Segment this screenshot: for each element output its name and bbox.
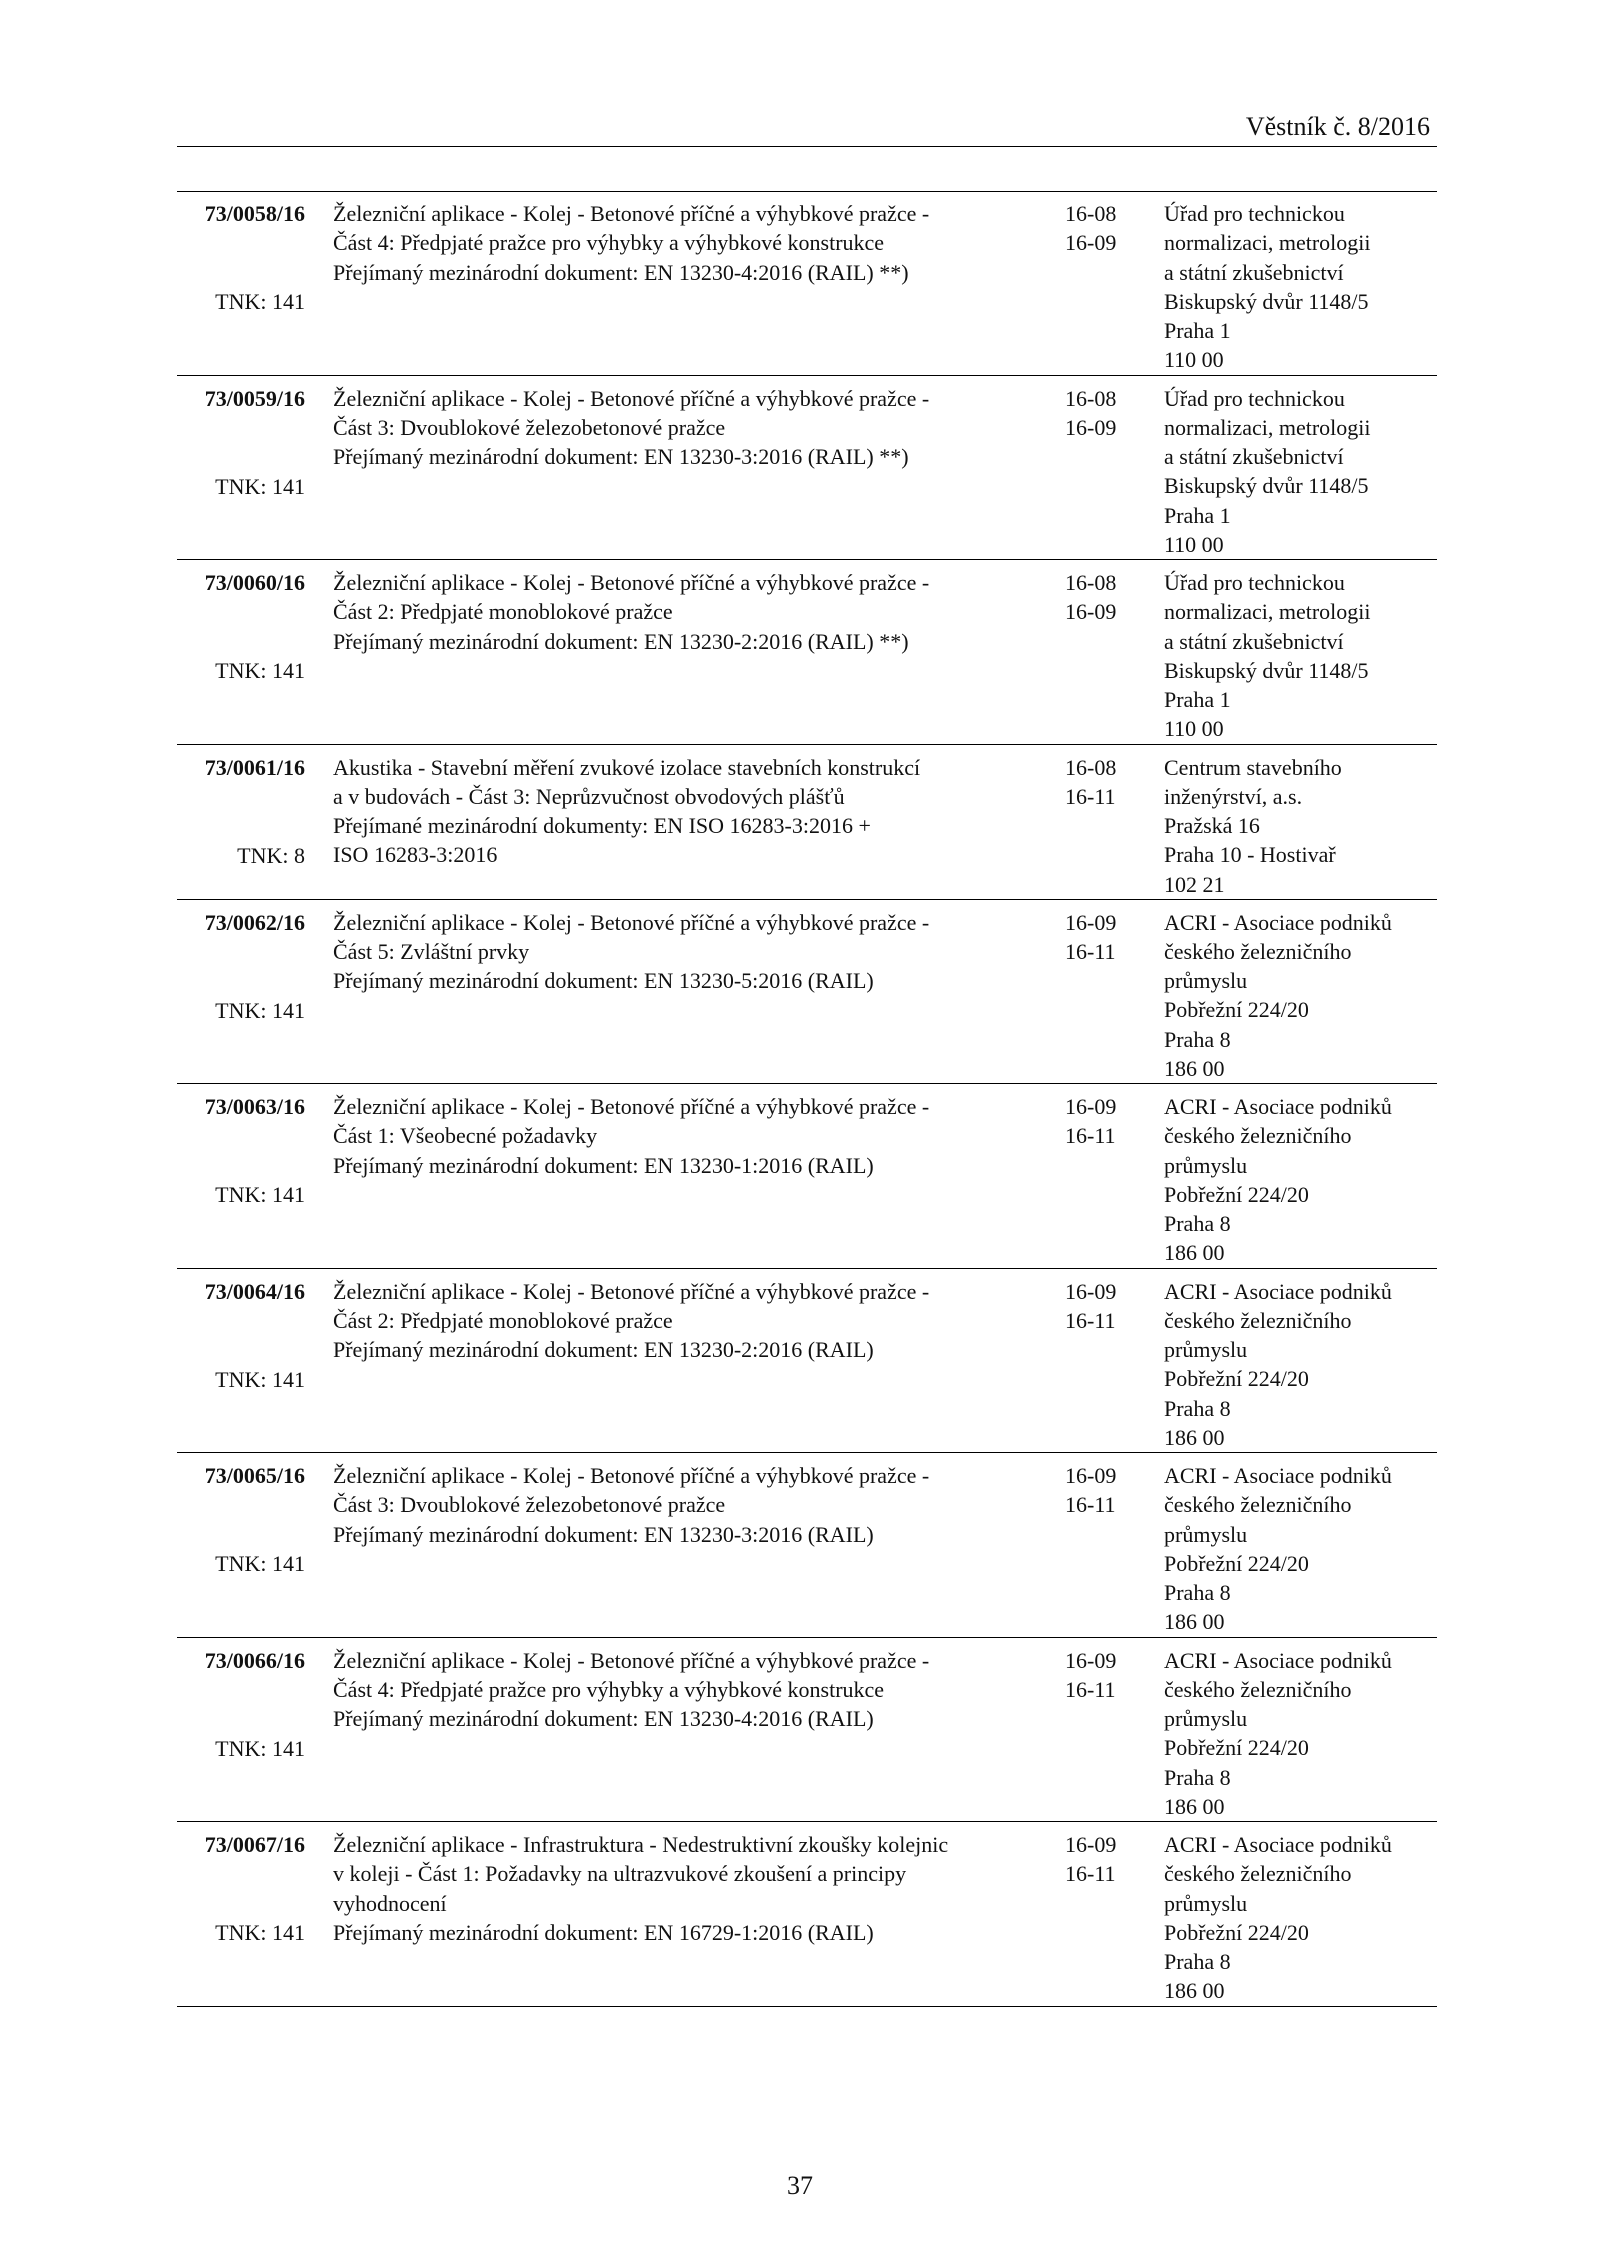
header-rule	[177, 146, 1437, 147]
date-start: 16-08	[1065, 385, 1117, 411]
entry-tnk: TNK: 141	[215, 997, 305, 1023]
entry-number: 73/0060/16	[204, 570, 305, 595]
entry-id-cell	[177, 1092, 305, 1207]
date-end: 16-09	[1065, 230, 1117, 256]
entry-number: 73/0059/16	[204, 385, 305, 411]
entry-number: 73/0067/16	[204, 1832, 305, 1857]
entry-tnk: TNK: 141	[215, 1366, 305, 1392]
entry-dates	[1065, 384, 1155, 443]
title-line: Přejímaný mezinárodní dokument: EN 13230-5:2016 (RAIL)	[333, 968, 874, 994]
table-row	[177, 560, 1437, 745]
entry-dates	[1065, 199, 1155, 258]
org-line: Praha 8	[1164, 1580, 1231, 1606]
standards-table	[177, 191, 1437, 2007]
entry-number: 73/0062/16	[204, 909, 305, 935]
table-row	[177, 1638, 1437, 1823]
entry-number: 73/0066/16	[204, 1647, 305, 1673]
org-line: Centrum stavebního	[1164, 754, 1342, 780]
org-line: 110 00	[1164, 531, 1224, 557]
org-line: 186 00	[1164, 1978, 1225, 2004]
page-header-title: Věstník č. 8/2016	[1245, 112, 1430, 141]
org-line: Biskupský dvůr 1148/5	[1164, 288, 1369, 314]
title-line: Část 5: Zvláštní prvky	[333, 938, 530, 964]
org-line: Biskupský dvůr 1148/5	[1164, 657, 1369, 683]
org-line: Úřad pro technickou	[1164, 385, 1345, 411]
org-line: Úřad pro technickou	[1164, 570, 1345, 595]
org-line: Praha 1	[1164, 687, 1231, 713]
entry-dates	[1065, 908, 1155, 967]
entry-id-cell	[177, 1277, 305, 1392]
page-number: 37	[787, 2171, 813, 2200]
entry-number: 73/0063/16	[204, 1094, 305, 1119]
org-line: Praha 8	[1164, 1026, 1231, 1052]
date-end: 16-11	[1065, 1492, 1116, 1518]
title-line: Přejímaný mezinárodní dokument: EN 13230-2:2016 (RAIL)	[333, 1337, 874, 1363]
date-end: 16-11	[1065, 938, 1116, 964]
entry-dates	[1065, 1830, 1155, 1889]
org-line: průmyslu	[1164, 1152, 1248, 1178]
org-line: a státní zkušebnictví	[1164, 444, 1344, 470]
org-line: ACRI - Asociace podniků	[1164, 1463, 1392, 1488]
entry-title	[333, 1461, 1041, 1549]
entry-id-cell	[177, 199, 305, 314]
entry-dates	[1065, 1092, 1155, 1151]
entry-title	[333, 1092, 1041, 1180]
org-line: 186 00	[1164, 1240, 1225, 1266]
table-row	[177, 191, 1437, 376]
org-line: Pobřežní 224/20	[1164, 1550, 1309, 1576]
org-line: Pobřežní 224/20	[1164, 997, 1309, 1023]
org-line: Pobřežní 224/20	[1164, 1366, 1309, 1392]
entry-title	[333, 384, 1041, 472]
table-row	[177, 900, 1437, 1085]
org-line: českého železničního	[1164, 1861, 1352, 1887]
date-start: 16-09	[1065, 909, 1117, 935]
entry-title	[333, 908, 1041, 996]
entry-number: 73/0061/16	[204, 754, 305, 780]
title-line: Železniční aplikace - Kolej - Betonové příčné a výhybkové pražce -	[333, 385, 930, 411]
entry-organization	[1164, 1461, 1437, 1637]
title-line: Přejímané mezinárodní dokumenty: EN ISO 16283-3:2016 +	[333, 813, 871, 839]
org-line: průmyslu	[1164, 1337, 1248, 1363]
org-line: 186 00	[1164, 1055, 1225, 1081]
org-line: 186 00	[1164, 1793, 1225, 1819]
title-line: Část 3: Dvoublokové železobetonové pražce	[333, 1492, 726, 1518]
entry-number: 73/0058/16	[204, 201, 305, 226]
title-line: Železniční aplikace - Infrastruktura - Nedestruktivní zkoušky kolejnic	[333, 1832, 949, 1857]
date-start: 16-08	[1065, 754, 1117, 780]
title-line: v koleji - Část 1: Požadavky na ultrazvukové zkoušení a principy	[333, 1861, 907, 1887]
entry-organization	[1164, 199, 1437, 375]
org-line: 110 00	[1164, 347, 1224, 373]
entry-organization	[1164, 908, 1437, 1084]
org-line: Praha 8	[1164, 1395, 1231, 1421]
entry-tnk: TNK: 141	[215, 1735, 305, 1761]
org-line: 110 00	[1164, 716, 1224, 742]
title-line: Železniční aplikace - Kolej - Betonové příčné a výhybkové pražce -	[333, 201, 930, 226]
title-line: Část 4: Předpjaté pražce pro výhybky a výhybkové konstrukce	[333, 230, 885, 256]
org-line: 186 00	[1164, 1609, 1225, 1635]
org-line: Praha 8	[1164, 1764, 1231, 1790]
entry-title	[333, 1646, 1041, 1734]
org-line: českého železničního	[1164, 1492, 1352, 1518]
title-line: Železniční aplikace - Kolej - Betonové příčné a výhybkové pražce -	[333, 1463, 930, 1488]
table-row	[177, 745, 1437, 900]
table-row	[177, 1822, 1437, 2007]
title-line: vyhodnocení	[333, 1890, 447, 1916]
date-end: 16-11	[1065, 783, 1116, 809]
entry-organization	[1164, 1277, 1437, 1453]
entry-id-cell	[177, 1646, 305, 1761]
table-row	[177, 1269, 1437, 1454]
entry-id-cell	[177, 568, 305, 683]
entry-organization	[1164, 1646, 1437, 1822]
org-line: průmyslu	[1164, 1890, 1248, 1916]
entry-tnk: TNK: 141	[215, 289, 305, 314]
entry-tnk: TNK: 141	[215, 658, 305, 683]
org-line: českého železničního	[1164, 938, 1352, 964]
org-line: ACRI - Asociace podniků	[1164, 909, 1392, 935]
title-line: Přejímaný mezinárodní dokument: EN 13230-1:2016 (RAIL)	[333, 1152, 874, 1178]
org-line: Praha 10 - Hostivař	[1164, 842, 1336, 868]
org-line: Pobřežní 224/20	[1164, 1181, 1309, 1207]
entry-dates	[1065, 1646, 1155, 1705]
date-start: 16-09	[1065, 1463, 1117, 1488]
entry-tnk: TNK: 8	[237, 842, 305, 868]
entry-dates	[1065, 568, 1155, 627]
entry-dates	[1065, 753, 1155, 812]
entry-dates	[1065, 1461, 1155, 1520]
org-line: průmyslu	[1164, 968, 1248, 994]
entry-number: 73/0065/16	[204, 1463, 305, 1488]
title-line: Přejímaný mezinárodní dokument: EN 13230-4:2016 (RAIL)	[333, 1706, 874, 1732]
org-line: Praha 1	[1164, 502, 1231, 528]
org-line: ACRI - Asociace podniků	[1164, 1094, 1392, 1119]
entry-id-cell	[177, 753, 305, 868]
table-row	[177, 376, 1437, 561]
title-line: Část 2: Předpjaté monoblokové pražce	[333, 599, 673, 625]
title-line: Železniční aplikace - Kolej - Betonové příčné a výhybkové pražce -	[333, 1094, 930, 1119]
entry-title	[333, 1830, 1041, 1947]
title-line: Část 4: Předpjaté pražce pro výhybky a výhybkové konstrukce	[333, 1676, 885, 1702]
date-end: 16-11	[1065, 1861, 1116, 1887]
entry-id-cell	[177, 1461, 305, 1576]
date-start: 16-08	[1065, 570, 1117, 595]
entry-organization	[1164, 1092, 1437, 1268]
org-line: Praha 1	[1164, 318, 1231, 344]
org-line: 186 00	[1164, 1424, 1225, 1450]
title-line: Část 3: Dvoublokové železobetonové pražce	[333, 414, 726, 440]
org-line: Praha 8	[1164, 1211, 1231, 1237]
entry-tnk: TNK: 141	[215, 473, 305, 499]
org-line: ACRI - Asociace podniků	[1164, 1832, 1392, 1857]
date-start: 16-09	[1065, 1832, 1117, 1857]
org-line: normalizaci, metrologii	[1164, 230, 1371, 256]
entry-tnk: TNK: 141	[215, 1182, 305, 1207]
org-line: Biskupský dvůr 1148/5	[1164, 473, 1369, 499]
entry-title	[333, 1277, 1041, 1365]
entry-dates	[1065, 1277, 1155, 1336]
title-line: Železniční aplikace - Kolej - Betonové příčné a výhybkové pražce -	[333, 570, 930, 595]
title-line: Přejímaný mezinárodní dokument: EN 16729-1:2016 (RAIL)	[333, 1919, 874, 1945]
entry-number: 73/0064/16	[204, 1278, 305, 1304]
date-end: 16-09	[1065, 414, 1117, 440]
org-line: normalizaci, metrologii	[1164, 599, 1371, 625]
org-line: 102 21	[1164, 871, 1225, 897]
org-line: průmyslu	[1164, 1521, 1248, 1547]
entry-organization	[1164, 568, 1437, 744]
org-line: českého železničního	[1164, 1307, 1352, 1333]
table-row	[177, 1453, 1437, 1638]
org-line: ACRI - Asociace podniků	[1164, 1647, 1392, 1673]
org-line: Pobřežní 224/20	[1164, 1735, 1309, 1761]
title-line: Železniční aplikace - Kolej - Betonové příčné a výhybkové pražce -	[333, 909, 930, 935]
date-end: 16-11	[1065, 1676, 1116, 1702]
entry-tnk: TNK: 141	[215, 1920, 305, 1945]
date-end: 16-11	[1065, 1123, 1116, 1149]
date-start: 16-09	[1065, 1647, 1117, 1673]
title-line: Železniční aplikace - Kolej - Betonové příčné a výhybkové pražce -	[333, 1647, 930, 1673]
entry-title	[333, 568, 1041, 656]
org-line: průmyslu	[1164, 1706, 1248, 1732]
entry-tnk: TNK: 141	[215, 1551, 305, 1576]
title-line: Část 1: Všeobecné požadavky	[333, 1123, 598, 1149]
org-line: Úřad pro technickou	[1164, 201, 1345, 226]
entry-title	[333, 753, 1041, 870]
org-line: a státní zkušebnictví	[1164, 259, 1344, 285]
entry-id-cell	[177, 384, 305, 499]
date-start: 16-08	[1065, 201, 1117, 226]
title-line: Akustika - Stavební měření zvukové izolace stavebních konstrukcí	[333, 754, 921, 780]
entry-organization	[1164, 384, 1437, 560]
org-line: Praha 8	[1164, 1949, 1231, 1975]
org-line: a státní zkušebnictví	[1164, 628, 1344, 654]
entry-title	[333, 199, 1041, 287]
entry-id-cell	[177, 1830, 305, 1945]
date-start: 16-09	[1065, 1278, 1117, 1304]
title-line: Přejímaný mezinárodní dokument: EN 13230-4:2016 (RAIL) **)	[333, 259, 909, 285]
entry-organization	[1164, 1830, 1437, 2006]
title-line: Přejímaný mezinárodní dokument: EN 13230-2:2016 (RAIL) **)	[333, 628, 909, 654]
org-line: českého železničního	[1164, 1676, 1352, 1702]
date-start: 16-09	[1065, 1094, 1117, 1119]
org-line: Pobřežní 224/20	[1164, 1919, 1309, 1945]
title-line: Přejímaný mezinárodní dokument: EN 13230-3:2016 (RAIL) **)	[333, 444, 909, 470]
org-line: českého železničního	[1164, 1123, 1352, 1149]
title-line: ISO 16283-3:2016	[333, 842, 498, 868]
title-line: Část 2: Předpjaté monoblokové pražce	[333, 1307, 673, 1333]
entry-id-cell	[177, 908, 305, 1023]
title-line: Železniční aplikace - Kolej - Betonové příčné a výhybkové pražce -	[333, 1278, 930, 1304]
date-end: 16-11	[1065, 1307, 1116, 1333]
org-line: ACRI - Asociace podniků	[1164, 1278, 1392, 1304]
entry-organization	[1164, 753, 1437, 899]
title-line: a v budovách - Část 3: Neprůzvučnost obvodových plášťů	[333, 783, 845, 809]
org-line: inženýrství, a.s.	[1164, 783, 1303, 809]
org-line: Pražská 16	[1164, 813, 1260, 839]
table-row	[177, 1084, 1437, 1269]
date-end: 16-09	[1065, 599, 1117, 625]
title-line: Přejímaný mezinárodní dokument: EN 13230-3:2016 (RAIL)	[333, 1521, 874, 1547]
org-line: normalizaci, metrologii	[1164, 414, 1371, 440]
